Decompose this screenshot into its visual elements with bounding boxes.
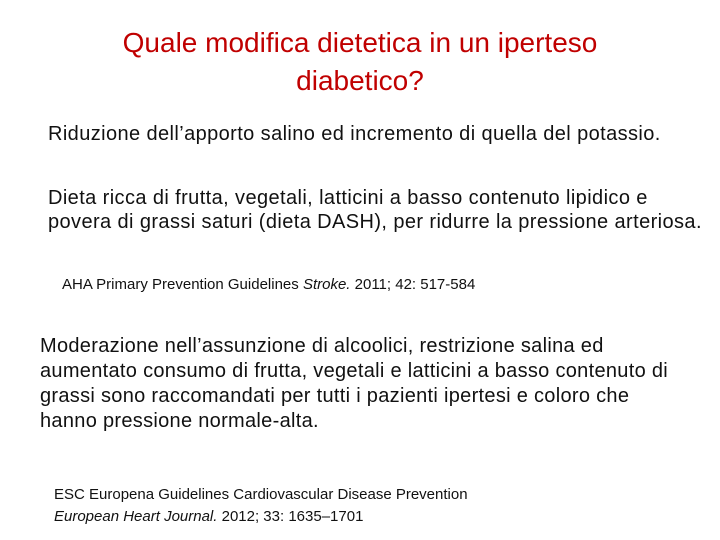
reference-esc-title: ESC Europena Guidelines Cardiovascular Disease Prevention (54, 486, 468, 503)
paragraph-salt-potassium: Riduzione dell’apporto salino ed incremento di quella del potassio. (48, 123, 661, 145)
reference-aha (62, 274, 702, 296)
reference-aha-suffix: 2011; 42: 517-584 (350, 276, 476, 293)
reference-esc-journal: European Heart Journal. (54, 508, 218, 525)
slide-title (40, 24, 680, 100)
paragraph-dash-diet: Dieta ricca di frutta, vegetali, latticini a basso contenuto lipidico e povera di grassi saturi (dieta DASH), per ridurre la pressione arteriosa. (48, 187, 702, 233)
reference-esc-suffix: 2012; 33: 1635–1701 (217, 508, 364, 525)
slide-title-line1: Quale modifica dietetica in un iperteso (122, 27, 598, 58)
paragraph-moderation: Moderazione nell’assunzione di alcoolici, restrizione salina ed aumentato consumo di frutta, vegetali e latticini a basso contenuto di grassi sono raccomandati per tutti i pazienti ipertesi e coloro che hanno pressione normale-alta. (40, 335, 669, 432)
reference-esc (54, 484, 694, 528)
reference-aha-journal: Stroke. (302, 276, 351, 293)
reference-aha-prefix: AHA Primary Prevention Guidelines (62, 276, 303, 293)
reference-esc-citation (54, 506, 694, 528)
slide-title-line2: diabetico? (296, 65, 424, 96)
